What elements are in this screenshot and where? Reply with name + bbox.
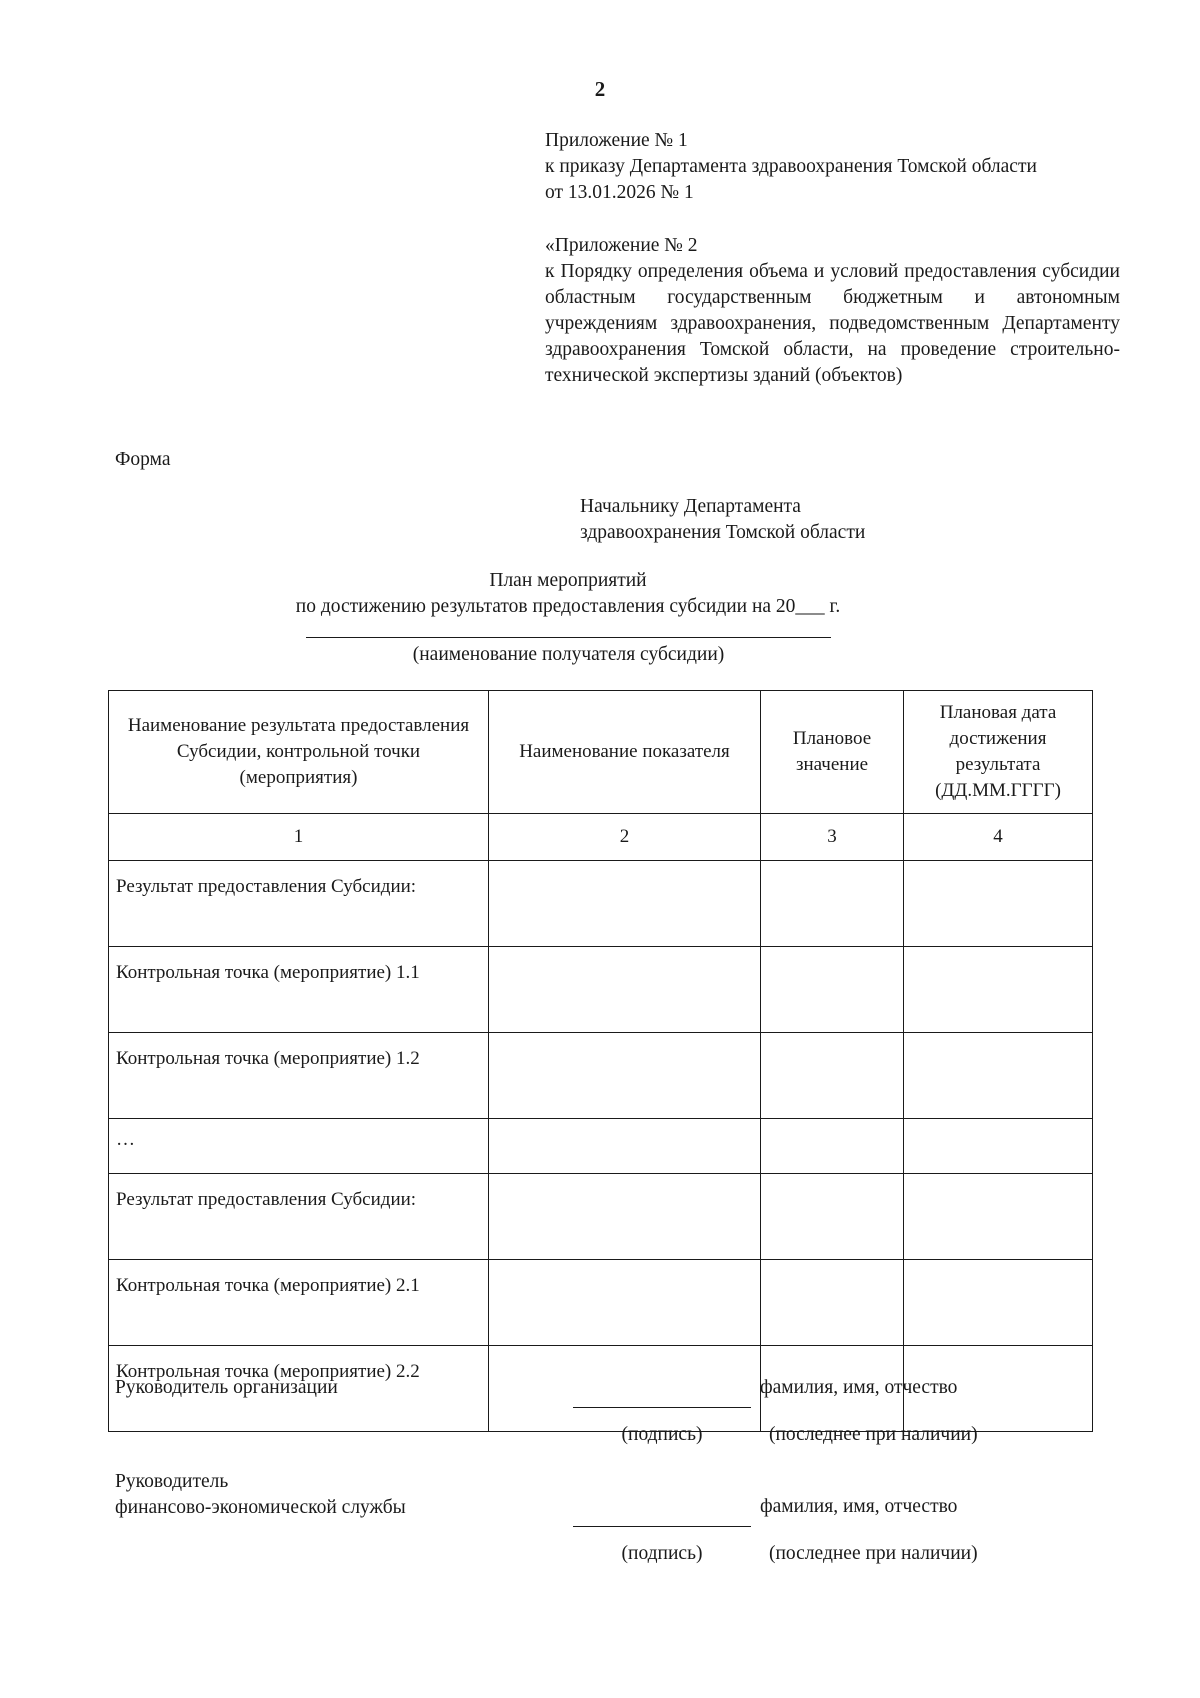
column-number: 1 <box>109 814 489 861</box>
signature-line <box>573 1526 751 1527</box>
recipient-caption: (наименование получателя субсидии) <box>412 644 725 665</box>
plan-table <box>108 690 1093 1432</box>
table-cell <box>489 861 761 947</box>
signature-role-line: финансово-экономической службы <box>115 1497 406 1518</box>
signature-caption: (подпись) <box>621 1424 703 1445</box>
table-cell <box>904 947 1093 1033</box>
name-caption: (последнее при наличии) <box>769 1543 978 1564</box>
addressee-line: здравоохранения Томской области <box>580 522 866 543</box>
table-cell <box>904 1260 1093 1346</box>
appendix-1-line: к приказу Департамента здравоохранения Томской области <box>545 156 1037 177</box>
appendix-2-header <box>545 233 1120 389</box>
recipient-line <box>306 637 831 638</box>
table-cell <box>489 1174 761 1260</box>
form-label: Форма <box>115 449 171 470</box>
appendix-1-header <box>545 128 1120 206</box>
table-cell <box>489 1260 761 1346</box>
table-cell <box>489 947 761 1033</box>
appendix-1-line: от 13.01.2026 № 1 <box>545 182 694 203</box>
row-label: Контрольная точка (мероприятие) 2.2 <box>109 1346 489 1432</box>
table-row <box>109 1260 1093 1346</box>
plan-title-line: по достижению результатов предоставления субсидии на 20___ г. <box>295 596 841 617</box>
appendix-2-text: к Порядку определения объема и условий предоставления субсидии областным государственным бюджетным и автономным учреждениям здравоохранения, подведомственным Департаменту здравоохранения Томской области, на проведение строительно-технической экспертизы зданий (объектов) <box>545 261 1120 386</box>
table-header-row <box>109 691 1093 814</box>
row-label: Контрольная точка (мероприятие) 2.1 <box>109 1260 489 1346</box>
table-cell <box>761 861 904 947</box>
table-row <box>109 947 1093 1033</box>
signature-role-line: Руководитель <box>115 1471 229 1492</box>
column-number: 2 <box>489 814 761 861</box>
plan-title <box>0 568 1136 620</box>
signature-role <box>115 1469 406 1521</box>
addressee-line: Начальнику Департамента <box>580 496 801 517</box>
name-label: фамилия, имя, отчество <box>760 1496 958 1517</box>
appendix-2-title: «Приложение № 2 <box>545 235 698 256</box>
table-cell <box>489 1346 761 1432</box>
row-label: Контрольная точка (мероприятие) 1.1 <box>109 947 489 1033</box>
table-cell <box>761 1033 904 1119</box>
column-header: Плановая дата достижения результата (ДД.ММ.ГГГГ) <box>904 691 1093 814</box>
page-number: 2 <box>594 77 606 101</box>
column-number: 4 <box>904 814 1093 861</box>
table-cell <box>904 1174 1093 1260</box>
row-label: Контрольная точка (мероприятие) 1.2 <box>109 1033 489 1119</box>
signature-line <box>573 1407 751 1408</box>
column-header: Наименование результата предоставления Субсидии, контрольной точки (мероприятия) <box>109 691 489 814</box>
table-row <box>109 1174 1093 1260</box>
table-cell <box>761 1260 904 1346</box>
table-row <box>109 1033 1093 1119</box>
table-cell <box>904 861 1093 947</box>
table-cell <box>761 1119 904 1174</box>
table-cell <box>904 1033 1093 1119</box>
column-number: 3 <box>761 814 904 861</box>
column-header: Плановое значение <box>761 691 904 814</box>
appendix-1-line: Приложение № 1 <box>545 130 688 151</box>
table-cell <box>761 947 904 1033</box>
addressee <box>580 494 865 546</box>
table-cell <box>904 1119 1093 1174</box>
table-cell <box>761 1174 904 1260</box>
row-label: … <box>109 1119 489 1174</box>
table-cell <box>489 1033 761 1119</box>
table-row <box>109 1119 1093 1174</box>
row-label: Результат предоставления Субсидии: <box>109 1174 489 1260</box>
signature-role: Руководитель организации <box>115 1377 338 1398</box>
name-caption: (последнее при наличии) <box>769 1424 978 1445</box>
signature-caption: (подпись) <box>621 1543 703 1564</box>
row-label: Результат предоставления Субсидии: <box>109 861 489 947</box>
column-number-row <box>109 814 1093 861</box>
table-row <box>109 861 1093 947</box>
column-header: Наименование показателя <box>489 691 761 814</box>
name-label: фамилия, имя, отчество <box>760 1377 958 1398</box>
plan-title-line: План мероприятий <box>489 570 647 591</box>
table-cell <box>489 1119 761 1174</box>
